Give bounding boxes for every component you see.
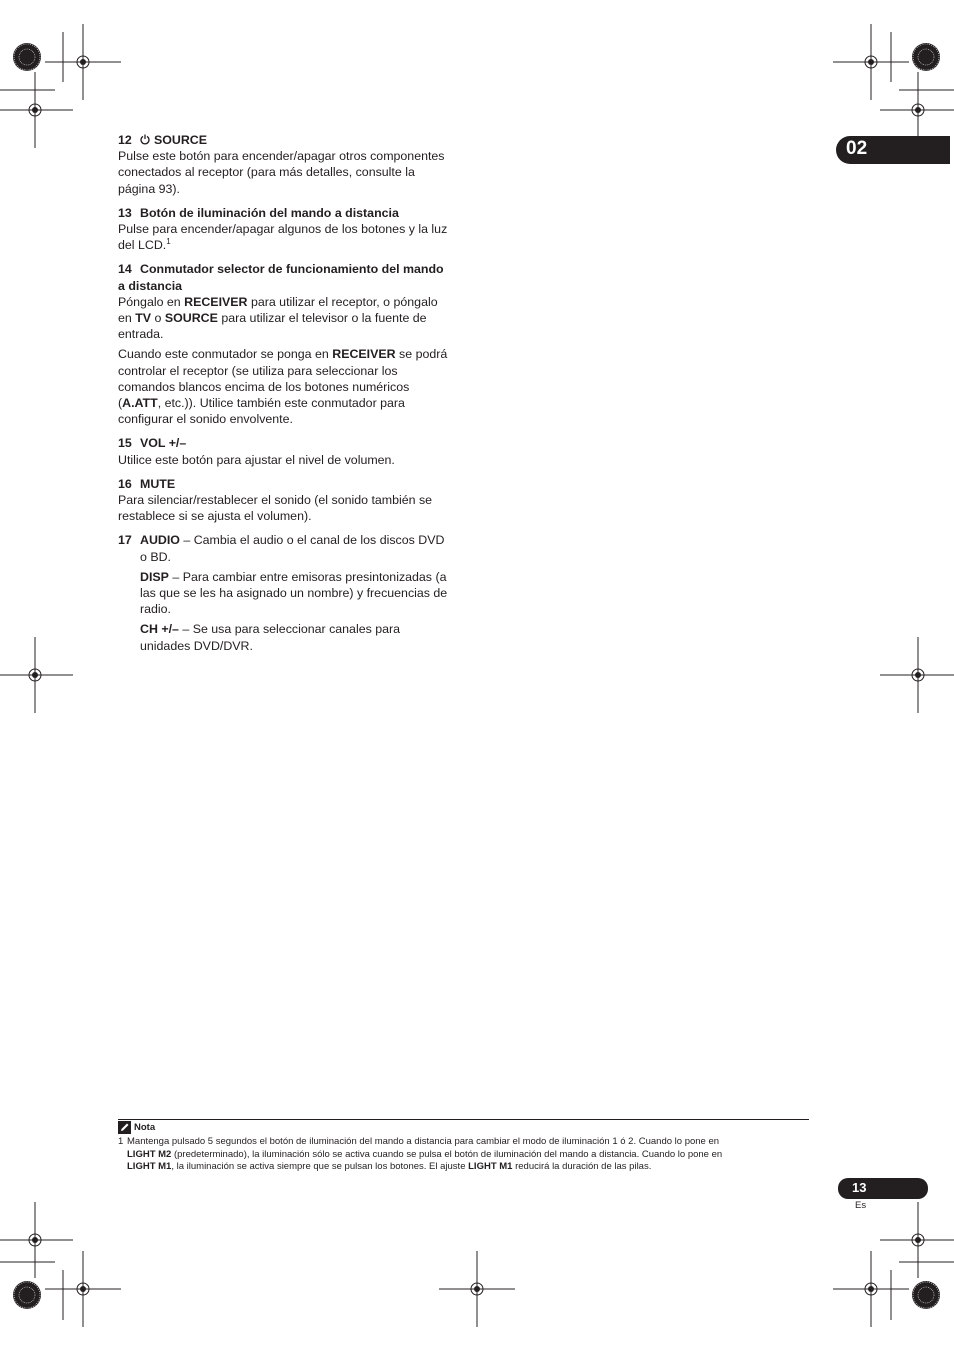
item-heading: [118, 476, 453, 492]
item-heading: [118, 132, 453, 148]
item-number: 13: [118, 205, 132, 220]
item-text: Utilice este botón para ajustar el nivel de volumen.: [118, 452, 395, 467]
item-title: VOL +/–: [140, 436, 187, 451]
chapter-tab: [836, 136, 950, 164]
item-number: 14: [118, 262, 132, 277]
item-15: [118, 435, 453, 467]
footnote-ref: 1: [166, 237, 171, 247]
item-text: DISP – Para cambiar entre emisoras presintonizadas (a las que se les ha asignado un nombre) y frecuencias de radio.: [140, 569, 448, 617]
page-number: 13: [852, 1180, 867, 1195]
item-title: SOURCE: [154, 133, 208, 147]
note-title: Nota: [134, 1122, 156, 1133]
item-13: [118, 205, 453, 254]
item-14: [118, 261, 453, 427]
main-column: [118, 132, 453, 662]
item-number: 17: [118, 533, 132, 548]
item-text: Cuando este conmutador se ponga en RECEIVER se podrá controlar el receptor (se utiliza para seleccionar los comandos blancos encima de los botones numéricos (A.ATT, etc.)). Utilice también este conmutador para configurar el sonido envolvente.: [118, 347, 448, 427]
item-number: 12: [118, 133, 132, 147]
page-number-badge: [838, 1178, 928, 1199]
pencil-note-icon: [118, 1121, 131, 1134]
page-language: Es: [855, 1200, 867, 1211]
item-17-rows: [118, 532, 453, 653]
item-heading: [118, 261, 453, 293]
item-17: [118, 532, 453, 653]
footnote-number: 1: [118, 1136, 124, 1147]
item-text: Pulse este botón para encender/apagar otros componentes conectados al receptor (para más detalles, consulte la página 93).: [118, 149, 445, 196]
item-text: Pulse para encender/apagar algunos de los botones y la luz del LCD.$^1$: [118, 222, 448, 253]
chapter-number: 02: [846, 138, 868, 159]
item-text: CH +/– – Se usa para seleccionar canales para unidades DVD/DVR.: [140, 622, 401, 653]
item-title: Botón de iluminación del mando a distancia: [140, 205, 399, 220]
note-heading: [118, 1121, 155, 1134]
item-text: Póngalo en RECEIVER para utilizar el receptor, o póngalo en TV o SOURCE para utilizar el televisor o la fuente de entrada.: [118, 294, 438, 342]
power-icon: [140, 134, 150, 145]
item-heading: [118, 205, 453, 221]
item-title: Conmutador selector de funcionamiento del mando a distancia: [118, 262, 444, 293]
item-12: [118, 132, 453, 197]
item-text: Para silenciar/restablecer el sonido (el sonido también se restablece si se ajusta el volumen).: [118, 493, 433, 524]
item-title: MUTE: [140, 476, 176, 491]
note-divider: [118, 1119, 809, 1120]
item-heading: [118, 435, 453, 451]
item-16: [118, 476, 453, 525]
item-text: AUDIO – Cambia el audio o el canal de los discos DVD o BD.: [140, 533, 445, 564]
footnote: 1 Mantenga pulsado 5 segundos el botón de iluminación del mando a distancia para cambiar el modo de iluminación 1 ó 2. Cuando lo pone en LIGHT M2 (predeterminado), la iluminación sólo se activa cuando se pulsa el botón de iluminación del mando a distancia. Cuando lo pone en LIGHT M1, la iluminación se activa siempre que se pulsan los botones. El ajuste LIGHT M1 reducirá la duración de las pilas.: [118, 1136, 723, 1173]
item-number: 16: [118, 476, 132, 491]
item-number: 15: [118, 436, 132, 451]
